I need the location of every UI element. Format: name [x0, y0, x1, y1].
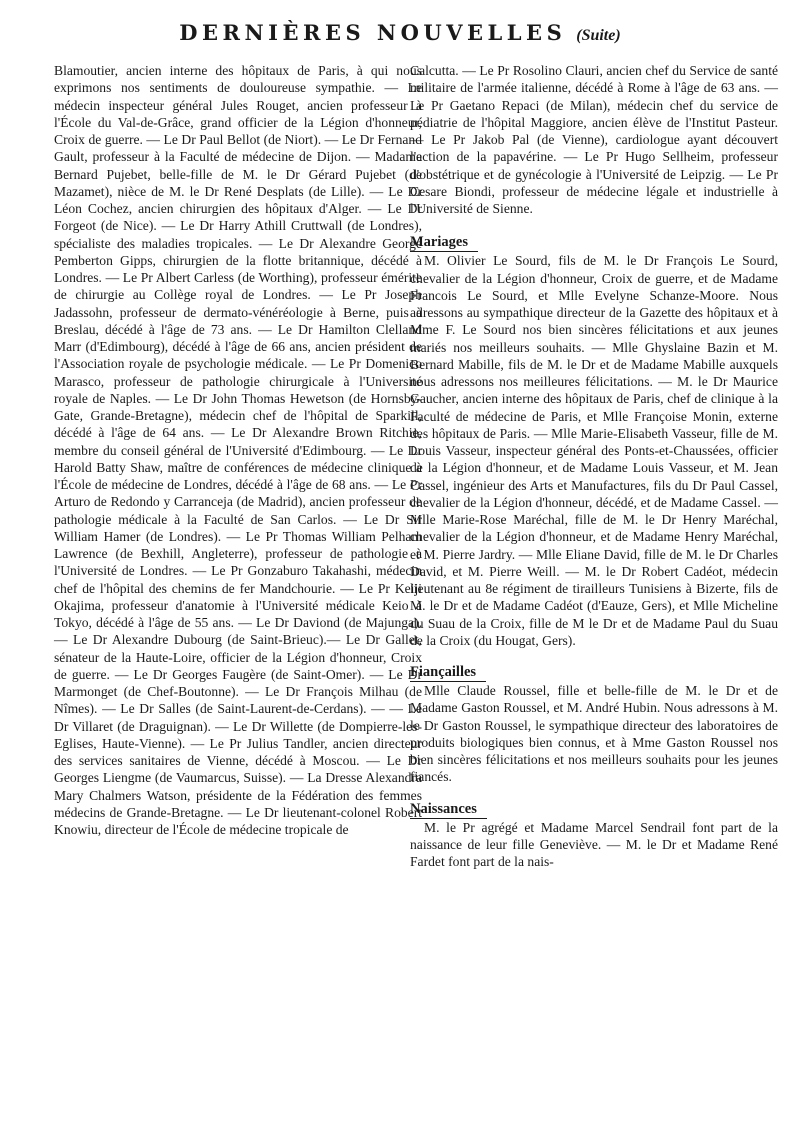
section-heading: Naissances [410, 800, 487, 819]
page-title: DERNIÈRES NOUVELLES [179, 20, 567, 45]
section-naissances [410, 800, 778, 871]
section-body: Mlle Claude Roussel, fille et belle-fille de M. le Dr et de Madame Gaston Roussel, et M. André Hubin. Nous adressons à M. le Dr Gaston Roussel, le sympathique directeur des laboratoires de produits biologiques bien connus, et à Mme Gaston Roussel nos bien sincères félicitations et nos meilleurs souhaits pour les jeunes fiancés. [410, 683, 778, 785]
left-column [54, 62, 422, 838]
section-heading: Fiançailles [410, 663, 486, 682]
page-header [0, 20, 800, 45]
section-mariages [410, 233, 778, 649]
right-column [410, 62, 778, 870]
section-body: M. Olivier Le Sourd, fils de M. le Dr François Le Sourd, chevalier de la Légion d'honneur, Croix de guerre, et de Madame Francois Le Sourd, et Mlle Evelyne Schanze-Moore. Nous adressons au sympathique directeur de la Gazette des hôpitaux et à Mme F. Le Sourd nos bien sincères félicitations et aux jeunes mariés nos meilleurs souhaits. — Mlle Ghyslaine Bazin et M. Bernard Mabille, fils de M. le Dr et de Madame Mabille auxquels nous adressons nos meilleures félicitations. — M. le Dr Maurice Gaucher, ancien interne des hôpitaux de Paris, chef de clinique à la Faculté de médecine de Paris, et Mlle Françoise Monin, externe des hôpitaux de Paris. — Mlle Marie-Elisabeth Vasseur, fille de M. Louis Vasseur, inspecteur général des Ponts-et-Chaussées, officier de la Légion d'honneur, et de Madame Louis Vasseur, et M. Jean Cassel, ingénieur des Arts et Manufactures, fils du Dr Paul Cassel, chevalier de la Légion d'honneur, décédé, et de Madame Cassel. — Mlle Marie-Rose Maréchal, fille de M. le Dr Henry Maréchal, chevalier de la Légion d'honneur, et de Madame Henry Maréchal, et M. Pierre Jardry. — Mlle Eliane David, fille de M. le Dr Charles David, et M. Pierre Weill. — M. le Dr Robert Cadéot, médecin lieutenant au 8e régiment de tirailleurs Tunisiens à Bizerte, fils de M. le Dr et de Madame Cadéot (d'Eauze, Gers), et Mlle Micheline du Suau de la Croix, fille de M le Dr et de Madame Paul du Suau de la Croix (du Hougat, Gers). [410, 253, 778, 648]
obituary-text: Blamoutier, ancien interne des hôpitaux de Paris, à qui nous exprimons nos sentiments de douloureuse sympathie. — Le médecin inspecteur général Jules Rouget, ancien professeur à l'École du Val-de-Grâce, grand officier de la Légion d'honneur, Croix de guerre. — Le Dr Paul Bellot (de Niort). — Le Dr Fernand Gault, professeur à la Faculté de médecine de Dijon. — Madame Bernard Pujebet, belle-fille de M. le Dr Gérard Pujebet (de Mazamet), nièce de M. le Dr René Desplats (de Lille). — Le Dr Léon Cochez, ancien chirurgien des hôpitaux d'Alger. — Le Dr Forgeot (de Nice). — Le Dr Harry Athill Cruttwall (de Londres), spécialiste des maladies tropicales. — Le Dr Alexandre George Pemberton Gipps, chirurgien de la flotte britannique, décédé à Londres. — Le Pr Albert Carless (de Worthing), professeur émérite de chirurgie au Collège royal de Londres. — Le Pr Joseph Jadassohn, professeur de dermato-vénéréologie à Berne, puis à Breslau, décédé à l'âge de 73 ans. — Le Dr Hamilton Clelland Marr (d'Edimbourg), décédé à l'âge de 66 ans, ancien président de l'Association royale de psychologie médicale. — Le Pr Domenico Marasco, professeur de pathologie chirurgicale à l'Université royale de Naples. — Le Dr John Thomas Hewetson (de Hornsby-Gate, Grande-Bretagne), médecin chef de l'hôpital de Sparkill, décédé à l'âge de 64 ans. — Le Dr Alexandre Brown Ritchie, membre du conseil général de l'Université d'Edimbourg. — Le Dr Harold Batty Shaw, maître de conférences de médecine clinique à l'École de médecine de Londres, décédé à l'âge de 68 ans. — Le Pr Arturo de Redondo y Carranceja (de Madrid), ancien professeur de pathologie médicale à la Faculté de San Carlos. — Le Dr Sir William Hamer (de Londres). — Le Pr Thomas William Pelham Lawrence (de Bexhill, Angleterre), professeur de pathologie à l'Université de Londres. — Le Pr Gonzaburo Takahashi, médecin chef de l'hôpital des chemins de fer Mandchourie. — Le Pr Keiji Okajima, professeur d'anatomie à l'Université médicale Keio à Tokyo, décédé à l'âge de 55 ans. — Le Dr Daviond (de Majunga). — Le Dr Alexandre Dubourg (de Saint-Brieuc).— Le Dr Gallet, sénateur de la Haute-Loire, officier de la Légion d'honneur, Croix de guerre. — Le Dr Georges Faugère (de Saint-Omer). — Le Dr Marmonget (de Chef-Boutonne). — Le Dr François Milhau (de Nîmes). — Le Dr Salles (de Saint-Laurent-de-Cerdans). — — Le Dr Villaret (de Draguignan). — Le Dr Willette (de Dompierre-les-Eglises, Haute-Vienne). — Le Pr Julius Tandler, ancien directeur des services sanitaires de Vienne, décédé à Moscou. — Le Dr Georges Liengme (de Vaumarcus, Suisse). — La Dresse Alexandra Mary Chalmers Watson, présidente de la Fédération des femmes médecins de Grande-Bretagne. — Le Dr lieutenant-colonel Robert Knowiu, directeur de l'École de médecine tropicale de [54, 63, 422, 837]
section-fiancailles [410, 663, 778, 786]
section-body: M. le Pr agrégé et Madame Marcel Sendrail font part de la naissance de leur fille Geneviève. — M. le Dr et Madame René Fardet font part de la nais- [410, 819, 778, 869]
page-title-suite: (Suite) [576, 27, 621, 44]
obituary-continuation-text: Calcutta. — Le Pr Rosolino Clauri, ancien chef du Service de santé militaire de l'armée italienne, décédé à Rome à l'âge de 63 ans. — Le Pr Gaetano Repaci (de Milan), médecin chef du service de pédiatrie de l'hôpital Maggiore, ancien élève de l'Institut Pasteur. — Le Pr Jakob Pal (de Vienne), cardiologue ayant découvert l'action de la papavérine. — Le Pr Hugo Sellheim, professeur d'obstétrique et de gynécologie à l'Université de Leipzig. — Le Pr Cesare Biondi, professeur de médecine légale et industrielle à l'Université de Sienne. [410, 63, 778, 216]
section-heading: Mariages [410, 233, 478, 252]
